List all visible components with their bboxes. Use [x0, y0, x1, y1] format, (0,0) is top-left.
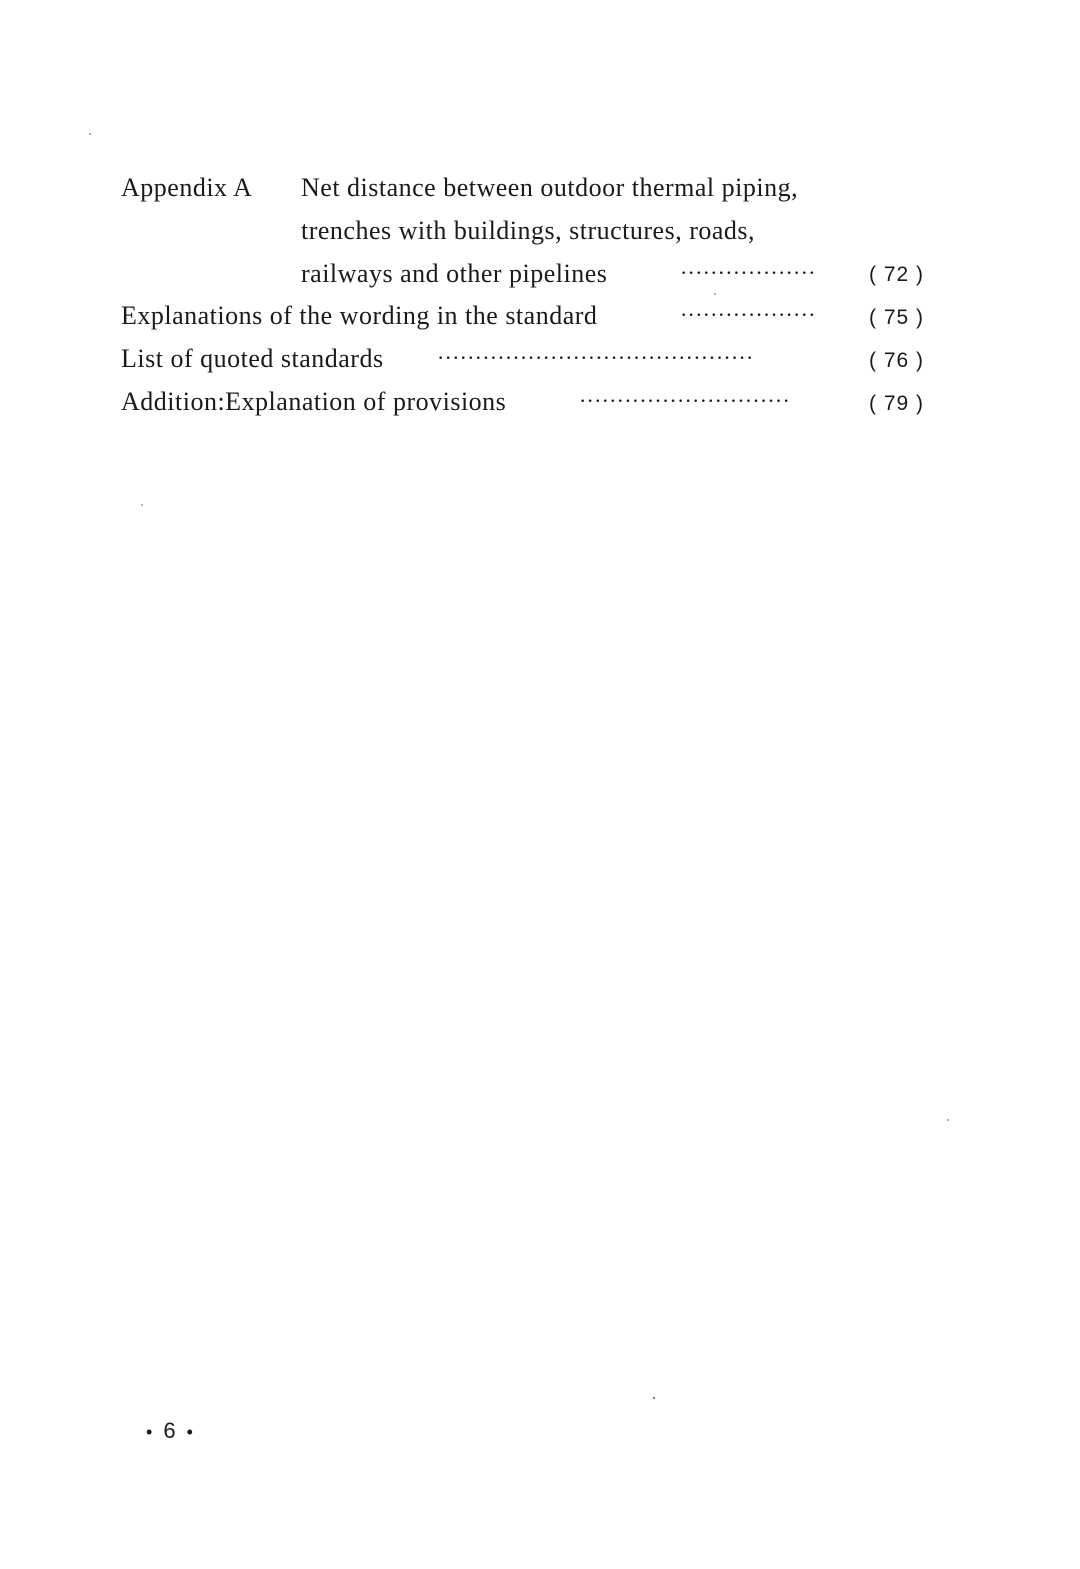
toc-page-number: ( 72 ) — [869, 263, 925, 286]
toc-leader-dots: ···························· — [580, 393, 792, 410]
toc-entry-title: Addition:Explanation of provisions — [121, 387, 507, 416]
toc-leader-dots: ·········································· — [438, 350, 755, 367]
toc-entry-label: Appendix A — [121, 173, 253, 202]
scan-speck — [947, 1119, 949, 1121]
toc-entry-title: List of quoted standards — [121, 344, 384, 373]
folio-bullet-left: • — [146, 1422, 155, 1442]
scan-speck — [89, 133, 91, 135]
toc-entry-title: Explanations of the wording in the standard — [121, 301, 598, 330]
scan-speck — [141, 504, 143, 506]
folio-bullet-right: • — [186, 1422, 195, 1442]
toc-entry-title-line-1: Net distance between outdoor thermal piping, — [301, 173, 799, 202]
toc-entry-title-line-2: trenches with buildings, structures, roads, — [301, 216, 756, 245]
toc-leader-dots: ·················· — [681, 265, 817, 282]
toc-page-number: ( 76 ) — [869, 349, 925, 372]
toc-page-number: ( 79 ) — [869, 392, 925, 415]
scan-speck — [714, 293, 716, 295]
toc-leader-dots: ·················· — [681, 307, 817, 324]
toc-entry-title-line-3: railways and other pipelines — [301, 259, 608, 288]
page-footer-folio — [137, 1417, 204, 1446]
toc-page-number: ( 75 ) — [869, 306, 925, 329]
scan-speck — [653, 1397, 655, 1399]
footer-page-number: 6 — [163, 1418, 178, 1443]
